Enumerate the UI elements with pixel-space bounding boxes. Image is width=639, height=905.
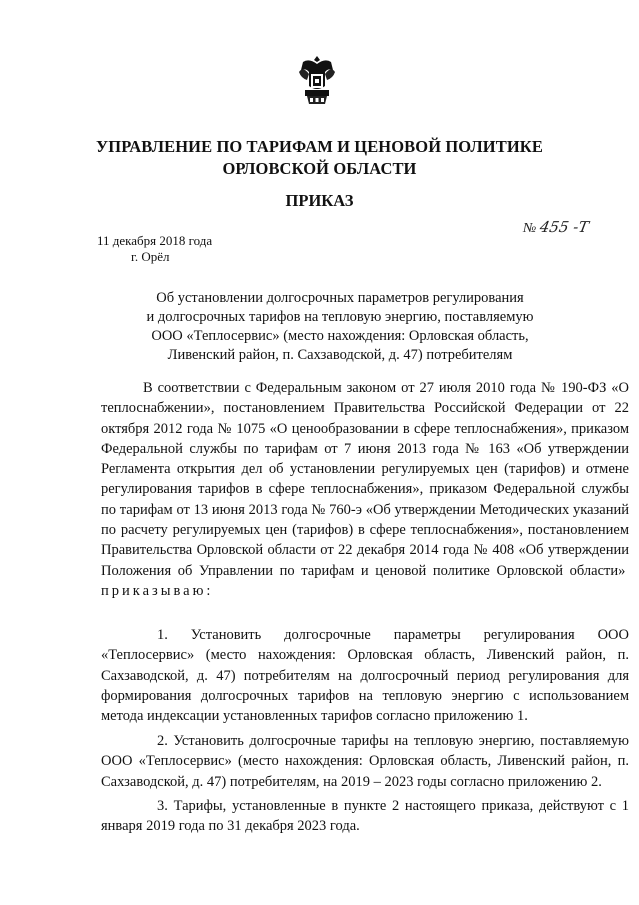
item-2-text: 2. Установить долгосрочные тарифы на тепловую энергию, поставляемую ООО «Теплосервис» (место нахождения: Орловская область, Ливенский район, п. Сахзаводской, д. 47) потребителям, на 2019 – 2023 годы согласно приложению 2. (101, 733, 629, 790)
organization-name (0, 136, 639, 180)
subject-line-1: Об установлении долгосрочных параметров регулирования (156, 290, 524, 306)
item-2-paragraph (101, 731, 629, 792)
coat-of-arms-emblem (295, 52, 339, 108)
item-1-paragraph (101, 625, 629, 726)
order-subject (120, 289, 560, 365)
order-title: ПРИКАЗ (285, 191, 354, 210)
decree-word: приказываю: (101, 582, 214, 599)
item-3-text: 3. Тарифы, установленные в пункте 2 настоящего приказа, действуют с 1 января 2019 года по 31 декабря 2023 года. (101, 798, 629, 835)
org-line-2: ОРЛОВСКОЙ ОБЛАСТИ (222, 159, 417, 178)
subject-line-4: Ливенский район, п. Сахзаводской, д. 47) потребителям (167, 347, 513, 363)
order-city: г. Орёл (131, 249, 170, 264)
item-3-paragraph (101, 796, 629, 837)
number-prefix: № (523, 221, 537, 236)
preamble-paragraph (101, 378, 629, 601)
preamble-text: В соответствии с Федеральным законом от 27 июля 2010 года № 190-ФЗ «О теплоснабжении», постановлением Правительства Российской Федерации от 22 октября 2012 года № 1075 «О ценообразовании в сфере теплоснабжения», приказом Федеральной службы по тарифам от 7 июня 2013 года № 163 «Об утверждении Регламента открытия дел об установлении регулируемых цен (тарифов) и отмене регулирования тарифов в сфере теплоснабжения», приказом Федеральной службы по тарифам от 13 июня 2013 года № 760-э «Об утверждении Методических указаний по расчету регулируемых цен (тарифов) в сфере теплоснабжения», постановлением Правительства Орловской области от 22 декабря 2014 года № 408 «Об утверждении Положения об Управлении по тарифам и ценовой политике Орловской области» (101, 380, 629, 579)
order-number (523, 218, 588, 237)
subject-line-2: и долгосрочных тарифов на тепловую энергию, поставляемую (146, 309, 534, 325)
subject-line-3: ООО «Теплосервис» (место нахождения: Орловская область, (151, 328, 529, 344)
order-date: 11 декабря 2018 года (97, 233, 213, 248)
org-line-1: УПРАВЛЕНИЕ ПО ТАРИФАМ И ЦЕНОВОЙ ПОЛИТИКЕ (96, 137, 543, 156)
number-handwritten: 455 -Т (538, 218, 590, 236)
item-1-text: 1. Установить долгосрочные параметры регулирования ООО «Теплосервис» (место нахождения: Орловская область, Ливенский район, п. Сахзаводской, д. 47) потребителям на долгосрочный период регулирования для формирования долгосрочных тарифов на тепловую энергию с использованием метода индексации установленных тарифов согласно приложению 1. (101, 627, 629, 725)
